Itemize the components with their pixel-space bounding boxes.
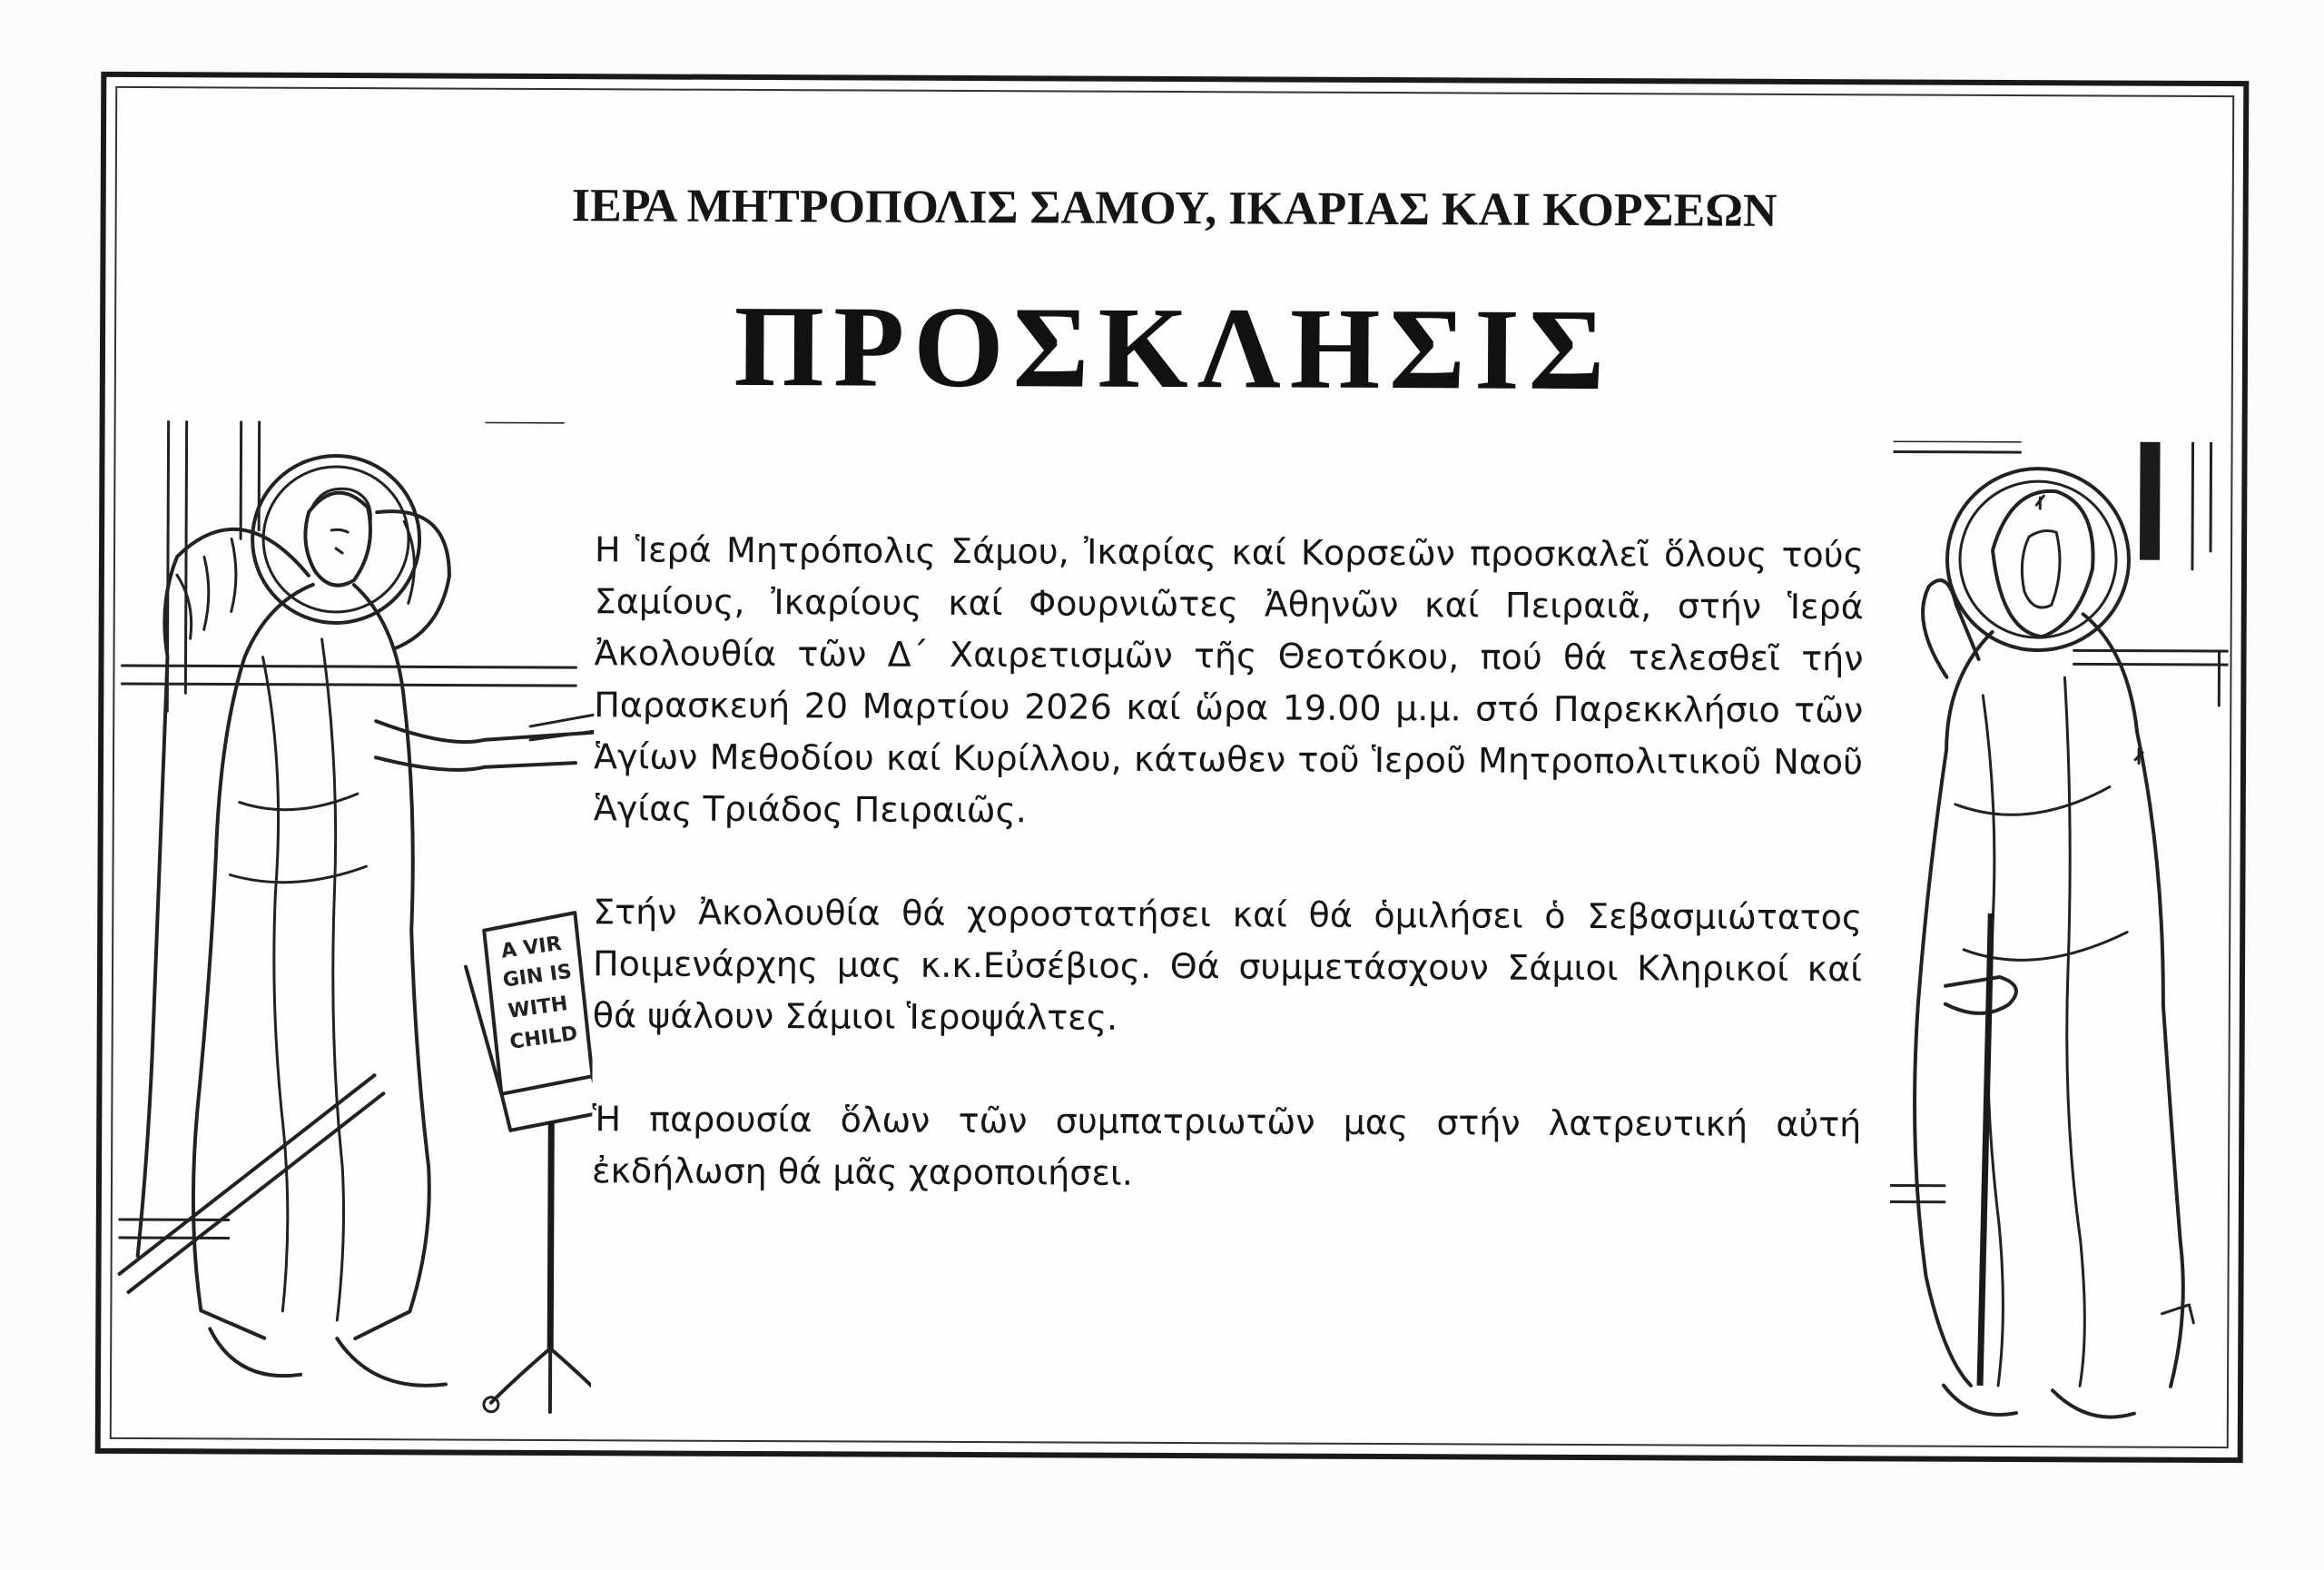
invitation-frame bbox=[95, 72, 2250, 1463]
book-inscription-line-2: GIN IS bbox=[501, 960, 574, 992]
metropolis-header: ΙΕΡΑ ΜΗΤΡΟΠΟΛΙΣ ΣΑΜΟΥ, ΙΚΑΡΙΑΣ ΚΑΙ ΚΟΡΣΕΩΝ bbox=[571, 180, 1777, 237]
paragraph-closing: Ἡ παρουσία ὅλων τῶν συμπατριωτῶν μας στήν λατρευτική αὐτή ἐκδήλωση θά μᾶς χαροποιήσει. bbox=[591, 1099, 1862, 1193]
invitation-body bbox=[592, 524, 1864, 1254]
lectern bbox=[464, 913, 596, 1413]
archangel-gabriel-icon bbox=[101, 420, 596, 1448]
book-inscription-line-1: A VIR bbox=[499, 932, 564, 963]
book-inscription-line-3: WITH bbox=[507, 992, 569, 1023]
paragraph-service-details: Στήν Ἀκολουθία θά χοροστατήσει καί θά ὁμιλήσει ὁ Σεβασμιώτατος Ποιμενάρχης μας κ.κ.Εὐσέβιος. Θά συμμετάσχουν Σάμιοι Κληρικοί καί θά ψάλουν Σάμιοι Ἱεροψάλτες. bbox=[592, 892, 1863, 1038]
invitation-title: ΠΡΟΣΚΛΗΣΙΣ bbox=[734, 281, 1614, 415]
theotokos-icon bbox=[1889, 440, 2230, 1450]
book-inscription-line-4: CHILD bbox=[508, 1022, 579, 1054]
paragraph-invitation: Η Ἱερά Μητρόπολις Σάμου, Ἰκαρίας καί Κορσεῶν προσκαλεῖ ὅλους τούς Σαμίους, Ἰκαρίους καί Φουρνιῶτες Ἀθηνῶν καί Πειραιᾶ, στήν Ἱερά Ἀκολουθία τῶν Δ΄ Χαιρετισμῶν τῆς Θεοτόκου, πού θά τελεσθεῖ τήν Παρασκευή 20 Μαρτίου 2026 καί ὥρα 19.00 μ.μ. στό Παρεκκλήσιο τῶν Ἁγίων Μεθοδίου καί Κυρίλλου, κάτωθεν τοῦ Ἱεροῦ Μητροπολιτικοῦ Ναοῦ Ἁγίας Τριάδος Πειραιῶς. bbox=[593, 529, 1865, 831]
